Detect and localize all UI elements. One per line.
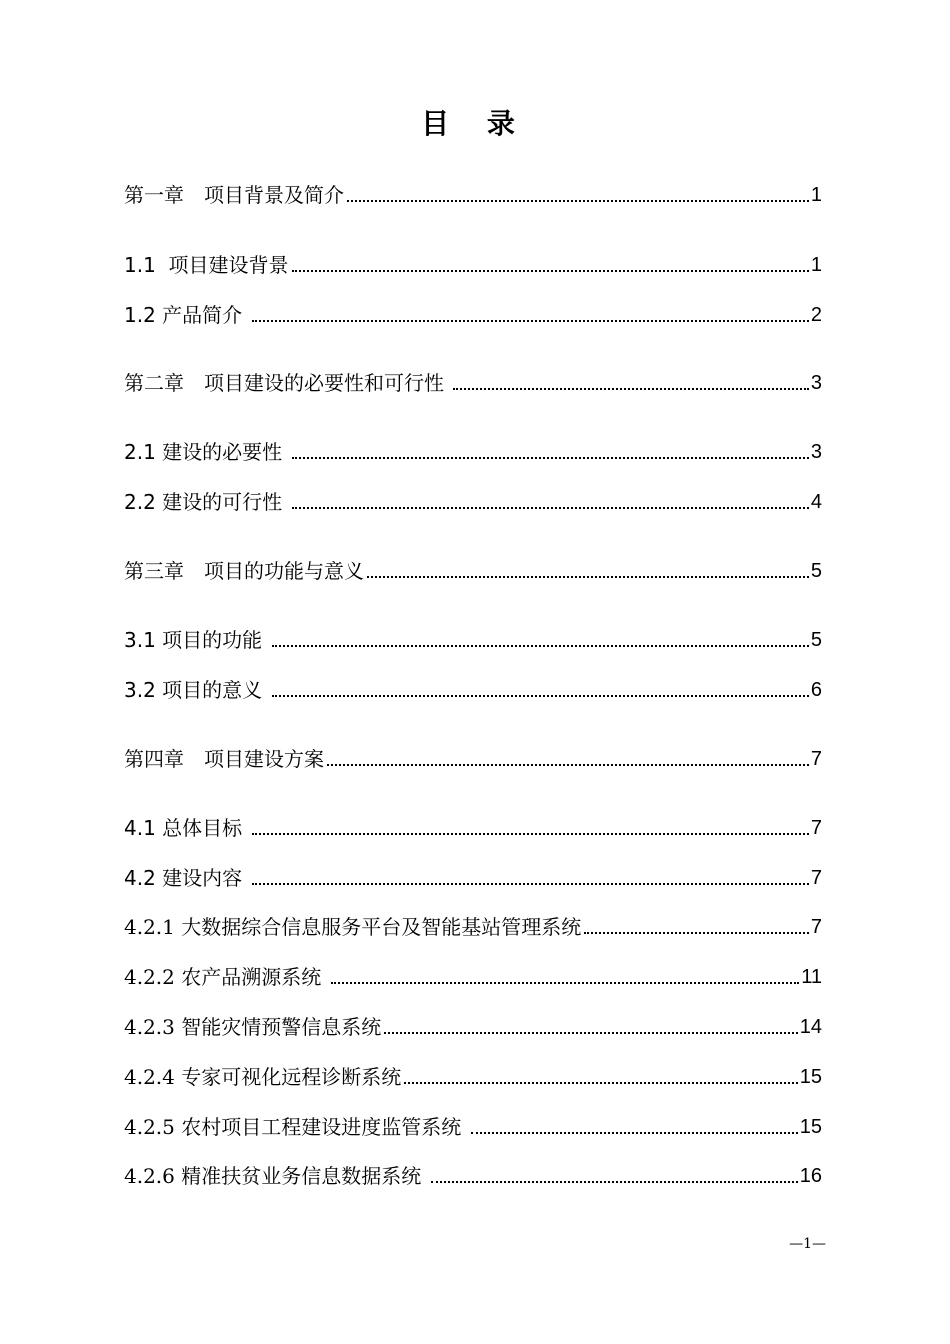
toc-entry-label: 4.2 建设内容	[124, 866, 249, 890]
dot-leader	[404, 1082, 798, 1084]
toc-entry-page: 4	[810, 491, 822, 513]
toc-entry-4-2[interactable]	[124, 863, 822, 893]
toc-entry-page: 7	[810, 867, 822, 889]
toc-entry-label: 4.2.5 农村项目工程建设进度监管系统	[124, 1115, 468, 1139]
toc-entry-1-1[interactable]	[124, 250, 822, 280]
toc-entry-chapter-3[interactable]	[124, 556, 822, 586]
toc-entry-4-1[interactable]	[124, 813, 822, 843]
toc-entry-3-1[interactable]	[124, 625, 822, 655]
toc-entry-label: 第四章 项目建设方案	[124, 747, 324, 771]
toc-entry-label: 第二章 项目建设的必要性和可行性	[124, 371, 451, 395]
toc-entry-page: 5	[810, 560, 822, 582]
toc-entry-page: 5	[810, 629, 822, 651]
toc-entry-label: 4.2.6 精准扶贫业务信息数据系统	[124, 1164, 428, 1188]
toc-entry-4-2-5[interactable]	[124, 1112, 822, 1142]
toc-entry-label: 2.2 建设的可行性	[124, 490, 289, 514]
toc-entry-page: 1	[810, 184, 822, 206]
dot-leader	[272, 645, 809, 647]
toc-entry-label: 1.2 产品简介	[124, 303, 249, 327]
toc-entry-label: 4.1 总体目标	[124, 816, 249, 840]
toc-entry-page: 3	[810, 372, 822, 394]
toc-entry-4-2-1[interactable]	[124, 912, 822, 942]
dot-leader	[471, 1132, 798, 1134]
toc-entry-page: 15	[799, 1116, 822, 1138]
toc-entry-page: 16	[799, 1165, 822, 1187]
toc-entry-page: 7	[810, 817, 822, 839]
toc-entry-chapter-2[interactable]	[124, 368, 822, 398]
page-number-footer: —1—	[789, 1236, 826, 1252]
toc-entry-label: 4.2.2 农产品溯源系统	[124, 965, 328, 989]
toc-entry-label: 3.1 项目的功能	[124, 628, 269, 652]
toc-entry-label: 第三章 项目的功能与意义	[124, 559, 364, 583]
dot-leader	[347, 200, 809, 202]
toc-entry-page: 7	[810, 916, 822, 938]
toc-entry-page: 14	[799, 1016, 822, 1038]
dot-leader	[272, 695, 809, 697]
toc-entry-label: 2.1 建设的必要性	[124, 440, 289, 464]
dot-leader	[292, 457, 809, 459]
toc-entry-label: 4.2.1 大数据综合信息服务平台及智能基站管理系统	[124, 915, 582, 939]
dot-leader	[331, 982, 800, 984]
dot-leader	[252, 883, 809, 885]
dot-leader	[327, 764, 809, 766]
toc-entry-4-2-6[interactable]	[124, 1161, 822, 1191]
toc-entry-chapter-1[interactable]	[124, 180, 822, 210]
toc-entry-label: 4.2.3 智能灾情预警信息系统	[124, 1015, 382, 1039]
toc-entry-4-2-4[interactable]	[124, 1062, 822, 1092]
toc-entry-2-2[interactable]	[124, 487, 822, 517]
toc-entry-2-1[interactable]	[124, 437, 822, 467]
dot-leader	[292, 270, 809, 272]
dot-leader	[292, 507, 809, 509]
toc-entry-page: 7	[810, 748, 822, 770]
dot-leader	[431, 1181, 798, 1183]
toc-entry-page: 6	[810, 679, 822, 701]
toc-entry-3-2[interactable]	[124, 675, 822, 705]
toc-title: 目 录	[421, 107, 529, 140]
toc-entry-page: 2	[810, 304, 822, 326]
toc-entry-label: 第一章 项目背景及简介	[124, 183, 344, 207]
toc-entry-4-2-2[interactable]	[124, 962, 822, 992]
toc-entry-page: 15	[799, 1066, 822, 1088]
dot-leader	[252, 833, 809, 835]
toc-entry-label: 4.2.4 专家可视化远程诊断系统	[124, 1065, 402, 1089]
toc-entry-page: 1	[810, 254, 822, 276]
dot-leader	[584, 932, 809, 934]
dot-leader	[367, 576, 809, 578]
toc-entry-label: 1.1 项目建设背景	[124, 253, 289, 277]
toc-entry-page: 3	[810, 441, 822, 463]
dot-leader	[453, 388, 809, 390]
toc-entry-4-2-3[interactable]	[124, 1012, 822, 1042]
dot-leader	[252, 320, 809, 322]
toc-entry-chapter-4[interactable]	[124, 744, 822, 774]
toc-entry-page: 11	[801, 966, 822, 988]
toc-entry-1-2[interactable]	[124, 300, 822, 330]
toc-entry-label: 3.2 项目的意义	[124, 678, 269, 702]
dot-leader	[384, 1032, 798, 1034]
